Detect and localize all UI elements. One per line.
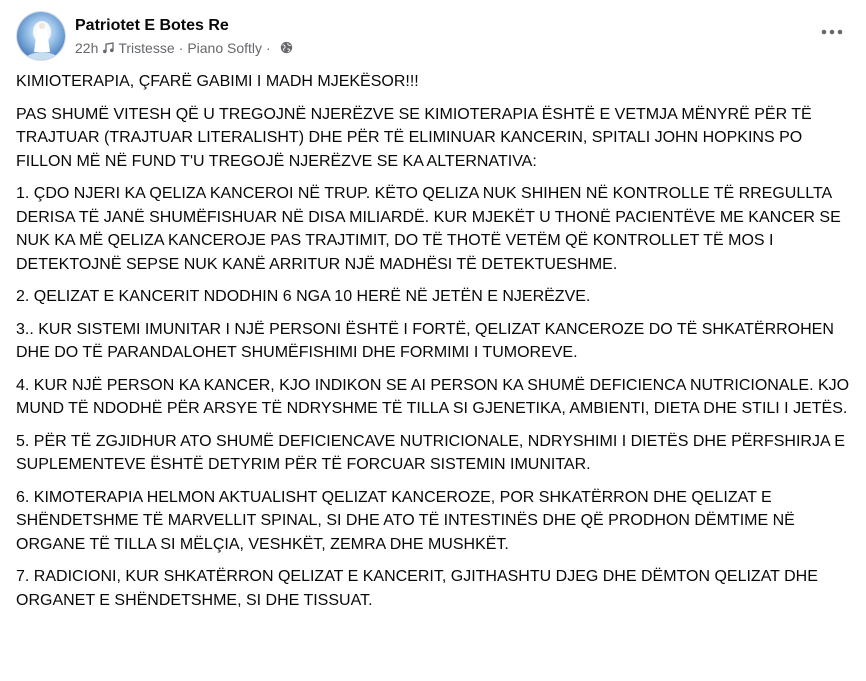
more-options-button[interactable] [814, 14, 850, 50]
post-header [16, 10, 850, 62]
avatar[interactable] [16, 11, 66, 61]
post-paragraph: PAS SHUMË VITESH QË U TREGOJNË NJERËZVE SE KIMIOTERAPIA ËSHTË E VETMJA MËNYRË PËR TË TRAJTUAR (TRAJTUAR LITERALISHT) DHE PËR TË ELIMINUAR KANCERIN, SPITALI JOHN HOPKINS PO FILLON MË NË FUND T'U TREGOJË NJERËZVE SE KA ALTERNATIVA: [16, 105, 812, 170]
separator: · [178, 39, 184, 56]
post-paragraph: 3.. KUR SISTEMI IMUNITAR I NJË PERSONI ËSHTË I FORTË, QELIZAT KANCEROZE DO TË SHKATËRROHEN DHE DO TË PARANDALOHET SHUMËFISHIMI DHE FORMIMI I TUMOREVE. [16, 320, 834, 361]
post-time[interactable]: 22h [75, 39, 99, 56]
post-paragraph: 5. PËR TË ZGJIDHUR ATO SHUMË DEFICIENCAVE NUTRICIONALE, NDRYSHIMI I DIETËS DHE PËRFSHIRJA E SUPLEMENTEVE ËSHTË DETYRIM PËR TË FORCUAR SISTEMIN IMUNITAR. [16, 432, 845, 473]
post-paragraph: 4. KUR NJË PERSON KA KANCER, KJO INDIKON SE AI PERSON KA SHUMË DEFICIENCA NUTRICIONALE. KJO MUND TË NDODHË PËR ARSYE TË NDRYSHME TË TILLA SI GJENETIKA, AMBIENTI, DIETA DHE STILI I JETËS. [16, 376, 850, 417]
post-paragraph: 6. KIMOTERAPIA HELMON AKTUALISHT QELIZAT KANCEROZE, POR SHKATËRRON DHE QELIZAT E SHËNDETSHME TË MARVELLIT SPINAL, SI DHE ATO TË INTESTINËS DHE QË PRODHON DËMTIME NË ORGANE TË TILLA SI MËLÇIA, VESHKËT, ZEMRA DHE MUSHKËT. [16, 488, 795, 553]
more-options-icon [821, 29, 843, 35]
avatar-image [17, 12, 66, 61]
post-paragraph: 2. QELIZAT E KANCERIT NDODHIN 6 NGA 10 HERË NË JETËN E NJERËZVE. [16, 288, 591, 305]
separator: · [266, 39, 271, 56]
globe-icon[interactable] [280, 41, 293, 54]
post-body [16, 70, 856, 621]
music-artist[interactable]: Piano Softly [187, 39, 263, 56]
post-subline [75, 39, 293, 57]
post-title-paragraph: KIMIOTERAPIA, ÇFARË GABIMI I MADH MJEKËSOR!!! [16, 73, 419, 90]
post-paragraph: 7. RADICIONI, KUR SHKATËRRON QELIZAT E KANCERIT, GJITHASHTU DJEG DHE DËMTON QELIZAT DHE ORGANET E SHËNDETSHME, SI DHE TISSUAT. [16, 568, 818, 609]
music-track[interactable]: Tristesse [118, 39, 175, 56]
music-note-icon [102, 42, 114, 54]
author-name[interactable]: Patriotet E Botes Re [75, 16, 229, 34]
post-paragraph: 1. ÇDO NJERI KA QELIZA KANCEROI NË TRUP. KËTO QELIZA NUK SHIHEN NË KONTROLLE TË RREGULLTA DERISA TË JANË SHUMËFISHUAR NË DISA MILIARDË. KUR MJEKËT U THONË PACIENTËVE ME KANCER SE NUK KA MË QELIZA KANCEROJE PAS TRAJTIMIT, DO TË THOTË VETËM QË KONTROLLET TË MOS I DETEKTOJNË SEPSE NUK KANË ARRITUR NJË MADHËSI TË DETEKTUESHME. [16, 185, 841, 273]
post-meta [75, 16, 293, 57]
